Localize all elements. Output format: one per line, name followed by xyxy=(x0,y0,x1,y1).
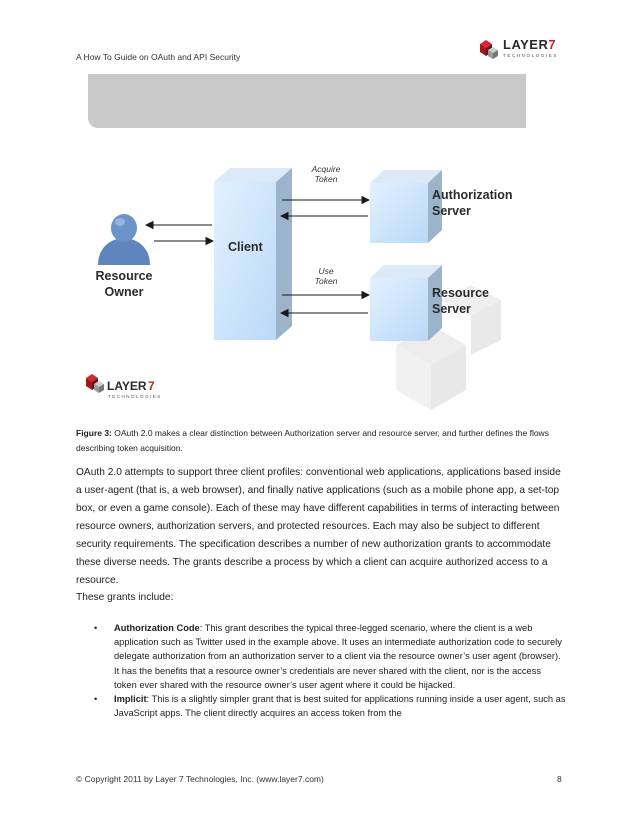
client-label: Client xyxy=(228,240,263,254)
acquire-token-label-line1: Acquire xyxy=(311,164,341,174)
resource-server-label-line1: Resource xyxy=(432,286,489,300)
bullet-term: Implicit xyxy=(114,694,147,705)
use-token-label-line2: Token xyxy=(314,276,338,286)
diagram-logo xyxy=(86,374,162,399)
logo-seven: 7 xyxy=(548,37,556,52)
client-box xyxy=(214,168,292,340)
list-item xyxy=(76,692,566,720)
bullet-term: Authorization Code xyxy=(114,623,200,633)
bullet-dot: • xyxy=(94,623,98,633)
use-token-label-line1: Use xyxy=(318,266,334,276)
resource-owner-label-line1: Resource xyxy=(95,269,153,283)
resource-owner-label-line2: Owner xyxy=(104,285,144,299)
auth-server-label-line2: Server xyxy=(432,204,471,218)
header-logo xyxy=(478,38,558,62)
auth-server-label-line1: Authorization xyxy=(432,188,513,202)
acquire-token-label-line2: Token xyxy=(314,174,338,184)
diagram-layer7-cube-icon xyxy=(86,374,104,393)
document-header-title: A How To Guide on OAuth and API Security xyxy=(76,52,241,62)
bullet-text: : This grant describes the typical three-legged scenario, where the client is a web application such as Twitter used in the example above. It uses an intermediate authorization code to securely delegate authorization from an authorization server to a client via the resource owner’s user agent (browser). It has the benefits that a resource owner’s credentials are never shared with the client, nor is the access token ever shared with the resource owner’s user agent where it could be hijacked. xyxy=(114,623,562,690)
logo-tech: TECHNOLOGIES xyxy=(503,53,558,58)
body-paragraph-2: These grants include: xyxy=(76,592,174,603)
body-paragraph-1: OAuth 2.0 attempts to support three client profiles: conventional web applications, applications based inside a user-agent (that is, a web browser), and finally native applications (such as a mobile phone app, a set-top box, or even a game console). Each of these may have different capabilities in terms of interacting between resource owners, authorization servers, and protected resources. Each may also be subject to different security requirements. The specification describes a number of new authorization grants to accommodate these diverse needs. The grants describe a process by which a client can acquire authorized access to a resource. xyxy=(76,467,561,586)
diagram-logo-word: LAYER xyxy=(107,379,147,393)
diagram-logo-tech: TECHNOLOGIES xyxy=(108,394,162,399)
figure-caption-text: OAuth 2.0 makes a clear distinction between Authorization server and resource server, and further defines the flows describing token acquisition. xyxy=(76,428,549,453)
footer-copyright: © Copyright 2011 by Layer 7 Technologies, Inc. (www.layer7.com) xyxy=(76,774,324,784)
bullet-text: : This is a slightly simpler grant that is best suited for applications running inside a user agent, such as JavaScript apps. The client directly acquires an access token from the xyxy=(114,694,566,719)
footer-page-number: 8 xyxy=(557,774,562,784)
grant-bullet-list xyxy=(76,621,566,720)
layer7-cube-icon xyxy=(478,38,500,62)
resource-owner-person-icon xyxy=(98,214,150,265)
grey-banner xyxy=(88,74,526,128)
oauth-diagram xyxy=(76,150,566,420)
list-item xyxy=(76,621,566,692)
diagram-logo-seven: 7 xyxy=(148,379,155,393)
logo-word: LAYER xyxy=(503,37,549,52)
resource-server-label-line2: Server xyxy=(432,302,471,316)
figure-caption xyxy=(76,426,566,456)
bullet-dot: • xyxy=(94,694,98,705)
figure-caption-label: Figure 3: xyxy=(76,428,112,438)
